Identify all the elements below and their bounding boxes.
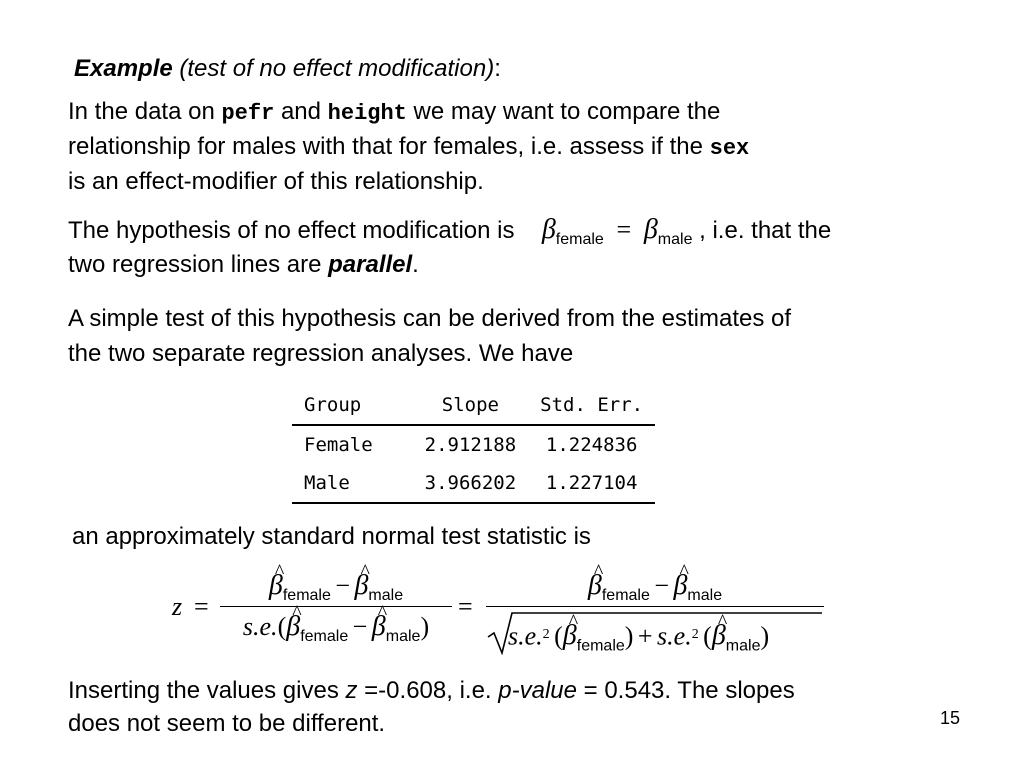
- beta-hat: ^ β: [588, 566, 602, 606]
- beta-hat: ^ β: [269, 566, 283, 606]
- italic-z: z: [345, 677, 358, 704]
- text: Inserting the values gives: [68, 677, 346, 704]
- text: and: [274, 98, 328, 125]
- plus-sign: +: [637, 621, 653, 651]
- code-pefr: pefr: [221, 101, 275, 126]
- slope-table: [292, 386, 655, 504]
- code-sex: sex: [709, 136, 750, 161]
- heading-italic: (test of no effect modification): [179, 55, 495, 82]
- table-header-row: [292, 386, 655, 425]
- code-height: height: [327, 101, 407, 126]
- table-row: [292, 464, 655, 503]
- paren-close: ): [760, 621, 770, 651]
- se-label: s.e.: [657, 621, 692, 651]
- text: relationship for males with that for females, i.e. assess if the: [68, 133, 710, 160]
- fraction-2-numerator: [486, 566, 824, 606]
- text: In the data on: [68, 98, 222, 125]
- beta-hat: ^ β: [372, 607, 386, 647]
- text: =-0.608, i.e.: [357, 677, 499, 704]
- equals-sign: =: [616, 215, 632, 244]
- text: we may want to compare the: [406, 98, 721, 125]
- emphasis-parallel: parallel: [328, 251, 413, 278]
- cell-slope: 2.912188: [424, 434, 517, 456]
- paragraph-3-line-2: the two separate regression analyses. We have: [68, 340, 574, 367]
- cell-group: Female: [304, 434, 373, 456]
- beta-hat: ^ β: [286, 607, 300, 647]
- table-row: [292, 425, 655, 464]
- heading-colon: :: [494, 55, 501, 82]
- beta-symbol: β: [643, 214, 658, 245]
- column-header-slope: Slope: [413, 386, 529, 425]
- formula-z: z: [172, 592, 183, 621]
- subscript-male: male: [368, 587, 404, 604]
- cell-group: Male: [292, 464, 413, 503]
- page-number: 15: [940, 708, 961, 728]
- paragraph-1-line-2: [68, 130, 749, 166]
- paragraph-5-line-2: does not seem to be different.: [68, 710, 386, 737]
- subscript-male: male: [385, 628, 421, 645]
- beta-hat: ^ β: [354, 566, 368, 606]
- subscript-female: female: [576, 637, 625, 655]
- fraction-1-denominator: [220, 607, 452, 647]
- paragraph-5-line-1: [68, 674, 795, 708]
- subscript-female: female: [555, 231, 604, 248]
- italic-p-value: p-value: [498, 677, 577, 704]
- subscript-male: male: [687, 587, 723, 604]
- minus-sign: −: [352, 612, 368, 641]
- heading-bold: Example: [74, 55, 173, 82]
- cell-stderr: 1.224836: [545, 434, 638, 456]
- text: , i.e. that the: [699, 217, 832, 244]
- paragraph-2-line-2: [68, 248, 419, 282]
- beta-hat: ^ β: [673, 566, 687, 606]
- fraction-1-numerator: [220, 566, 452, 606]
- paragraph-3-line-1: A simple test of this hypothesis can be derived from the estimates of: [68, 305, 792, 332]
- paragraph-1-line-3: is an effect-modifier of this relationship.: [68, 168, 484, 195]
- text: The hypothesis of no effect modification is: [68, 217, 515, 244]
- paragraph-4: an approximately standard normal test statistic is: [72, 523, 591, 550]
- text: = 0.543. The slopes: [576, 677, 795, 704]
- column-header-stderr: Std. Err.: [528, 386, 655, 425]
- paren-open: (: [277, 612, 287, 641]
- beta-hat: ^ β: [712, 616, 726, 656]
- cell-stderr: 1.227104: [528, 464, 655, 503]
- se-label: s.e.: [508, 621, 543, 651]
- cell-slope: 3.966202: [413, 464, 529, 503]
- paren-open: (: [703, 621, 712, 651]
- text: two regression lines are: [68, 251, 329, 278]
- minus-sign: −: [654, 571, 669, 600]
- beta-hat: ^ β: [563, 616, 577, 656]
- column-header-group: Group: [292, 386, 413, 425]
- formula-equals-1: =: [194, 592, 209, 621]
- fraction-2: [486, 566, 824, 655]
- text: .: [412, 251, 419, 278]
- subscript-female: female: [300, 628, 349, 645]
- results-table: [292, 386, 655, 504]
- subscript-male: male: [657, 231, 693, 248]
- paragraph-1-line-1: [68, 95, 720, 131]
- se-label: s.e.: [242, 612, 278, 641]
- squared-exponent: 2: [542, 627, 550, 642]
- paren-close: ): [420, 612, 430, 641]
- squared-exponent: 2: [691, 627, 699, 642]
- fraction-1: [220, 566, 452, 647]
- minus-sign: −: [335, 571, 350, 600]
- fraction-2-denominator: [486, 607, 824, 655]
- paren-close: ): [624, 621, 634, 651]
- formula-equals-2: =: [458, 592, 473, 621]
- subscript-female: female: [601, 587, 650, 604]
- subscript-female: female: [282, 587, 331, 604]
- sqrt-content: [508, 615, 769, 666]
- beta-symbol: β: [541, 214, 556, 245]
- slide-heading: [74, 52, 501, 86]
- paren-open: (: [554, 621, 563, 651]
- subscript-male: male: [725, 637, 761, 655]
